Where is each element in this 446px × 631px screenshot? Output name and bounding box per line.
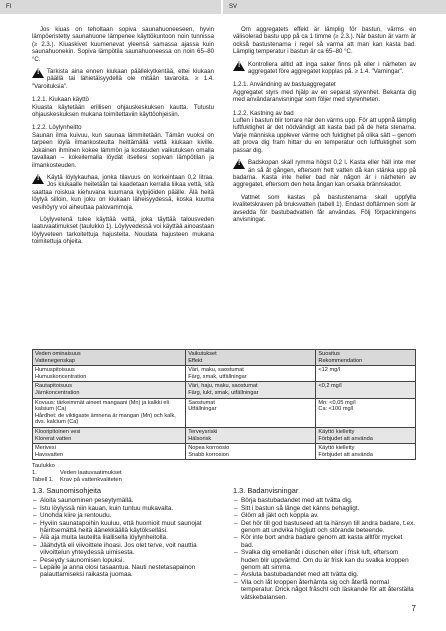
table-cell: Kovuus: tärkeimmät aineet mangaani (Mn) ja kalkki eli kalsium (Ca) Hårdhet: de viktigaste ämnena är mangan (Mn) och kalk, dvs. kalcium (Ca) xyxy=(33,398,186,427)
list-item: – Jäähdytä eli viivoittele ihoasi. Jos olet terve, voit nauttia vilvoittelun yhteydessä uimisesta. xyxy=(40,542,214,557)
list-item: – Svalka dig emellanåt i duschen eller i frisk luft, eftersom huden blir uppvärmd. Om du är frisk kan du svalka kroppen genom att simma. xyxy=(241,549,416,571)
sauna-instructions-fi xyxy=(32,487,214,579)
table-cell: Merivesi Havsvatten xyxy=(33,444,186,460)
warning-icon xyxy=(32,174,44,184)
table-row xyxy=(33,427,416,443)
warning-paragraph: ! Badskopan skall rymma högst 0,2 l. Kasta eller häll inte mer än så åt gången, eftersom hett vatten då kan stänka upp på badarna. Kasta inte heller bad när någon är i närheten av aggregatet, eftersom den heta ångan kan orsaka brännskador. xyxy=(233,159,416,189)
table-header-row xyxy=(33,350,416,366)
list-item: – Unohda kiire ja rentoudu. xyxy=(40,512,214,519)
table-cell: Väri, haju, maku, saostumat Färg, lukt, smak, utfällningar xyxy=(186,382,316,398)
intro-paragraph: Jos kiuas on teholtaan sopiva saunahuoneeseen, hyvin lämpöeristetty saunahuone lämpenee käyttökuntoon noin tunnissa (≥ 2.3.). Kiuaskivet kuumenevat yleensä samassa ajassa kuin saunahuonekin. Sopiva lämpötila saunahuoneessa on noin 65–80 °C. xyxy=(32,26,214,63)
list-item: – Hyviin saunatapoihin kuuluu, että huomioit muut saunojat häiritsemättä heitä äänekkäällä käytökselläsi. xyxy=(40,520,214,535)
list-item: – Peseydy saunomisen lopuksi. xyxy=(40,557,214,564)
table-header-cell: Veden ominaisuus Vattenegenskap xyxy=(33,350,186,366)
water-quality-table xyxy=(32,349,416,460)
table-header-cell: Suositus Rekommendation xyxy=(316,350,416,366)
warning-paragraph: ! Tarkista aina ennen kiukaan päällekytkentää, ettei kiukaan päällä tai lähietäisyydellä ole mitään tavaroita. ≥ 1.4. "Varoituksia". xyxy=(32,68,214,90)
table-cell: Terveysriski Hälsorisk xyxy=(186,427,316,443)
table-cell: Käyttö kielletty Förbjudet att använda xyxy=(316,427,416,443)
sauna-instructions-sv xyxy=(233,487,416,601)
warning-icon xyxy=(32,68,44,78)
swedish-column xyxy=(233,26,416,228)
table-cell: Humuspitoisuus Humuskoncentration xyxy=(33,366,186,382)
list-item: – Älä aja muita lauteilta liiallisella löylynheitolla. xyxy=(40,534,214,541)
warning-paragraph: ! Käytä löylykauhaa, jonka tilavuus on korkeintaan 0,2 litraa. Jos kiukaalle heitetään tai kaadetaan kerralla liikaa vettä, sitä saattaa roiskua kiehuvana kuumana kylpijöiden päälle. Älä heitä löylyä silloin, kun joku on kiukaan läheisyydessä, koska kuuma vesihöyry voi aiheuttaa palovammoja. xyxy=(32,174,214,211)
table-cell: Rautapitoisuus Järnkoncentration xyxy=(33,382,186,398)
list-item: – Det hör till god bastuseed att ta hänsyn till andra badare, t.ex. genom att undvika högljutt och störande beteende. xyxy=(241,520,416,535)
table-cell: <0,2 mg/l xyxy=(316,382,416,398)
language-tab-fi: FI xyxy=(0,0,221,14)
finnish-column xyxy=(32,26,214,251)
instruction-list xyxy=(32,497,214,578)
warning-icon xyxy=(233,61,245,71)
page-number: 7 xyxy=(411,604,416,613)
body-paragraph: Vattnet som kastas på bastustenarna skall uppfylla kvalitetskraven på bruksvatten (tabell 1). Endast doftämnen som är avsedda för bastubadvatten får användas. Följ förpackningens anvisningar. xyxy=(233,193,416,223)
warning-paragraph: ! Kontrollera alltid att inga saker finns på eller i närheten av aggregatet före aggregatet kopplas på. ≥ 1.4. "Varningar". xyxy=(233,61,416,76)
list-item: – Vila och låt kroppen återhämta sig och återfå normal temperatur. Drick något fräscht och läskande för att återställa vätskebalansen. xyxy=(241,579,416,601)
list-item: – Börja bastubadandet med att tvätta dig. xyxy=(241,497,416,504)
table-cell: Väri, maku, saostumat Färg, smak, utfällningar xyxy=(186,366,316,382)
body-paragraph: Kiuasta käytetään erillisen ohjauskeskuksen kautta. Tutustu ohjauskeskuksen mukana toimitettaviin käyttöohjeisiin. xyxy=(32,103,214,119)
section-heading: 1.2.1. Användning av bastuaggregatet xyxy=(233,81,336,89)
body-paragraph: Saunan ilma kuivuu, kun saunaa lämmitetään. Tämän vuoksi on tarpeen löylä ilmankosteutta heittämällä vettä kiukaan kiville. Jokainen ihminen kokee lämmön ja kosteuden vaikutuksen omalla tavallaan – kokeilemalla löydät itsellesi sopivan lämpötilan ja ilmankosteuden. xyxy=(32,131,214,169)
table-header-cell: Vaikutukset Effekt xyxy=(186,350,316,366)
table-cell: Klooripitoinen vesi Klorerat vatten xyxy=(33,427,186,443)
list-item: – Kör inte bort andra badare genom att kasta alltför mycket bad. xyxy=(241,534,416,549)
list-item: – Lepäile ja anna olosi tasaantua. Nauti nestetasapainon palauttamiseksi raikasta juomaa. xyxy=(40,564,214,579)
intro-paragraph: Om aggregatets effekt är lämplig för bastun, värms en välisolerad bastu upp på ca 1 timme (≥ 2.3.). När bastun är varm är också bastustenarna i regel så varma att man kan kasta bad. Lämplig temperatur i bastun är ca 65–80 °C. xyxy=(233,26,416,56)
instruction-list xyxy=(233,497,416,601)
table-cell: Saostumat Utfällningar xyxy=(186,398,316,427)
body-paragraph: Löylyvetenä tulee käyttää vettä, joka täyttää talousveden laatuvaatimukset (taulukko 1). Löylyvedessä voi käyttää ainoastaan löylyveteen tarkoitettuja hajusteita. Noudata hajusteen mukana toimitettuja ohjeita. xyxy=(32,215,214,246)
section-heading: 1.2.2. Kastning av bad xyxy=(233,109,294,117)
body-paragraph: Aggregatet styrs med hjälp av en separat styrenhet. Bekanta dig med användaranvisningar som följer med styrenheten. xyxy=(233,88,416,104)
table-cell: Mn: <0,05 mg/l Ca: <100 mg/l xyxy=(316,398,416,427)
table-row xyxy=(33,398,416,427)
section-heading: 1.2.2. Löylynheitto xyxy=(32,124,82,132)
language-tab-sv: SV xyxy=(223,0,446,14)
list-item: – Sitt i bastun så länge det känns behagligt. xyxy=(241,505,416,512)
body-paragraph: Luften i bastun blir torrare när den värms upp. För att uppnå lämplig luftfuktighet är det nödvändigt att kasta bad på de heta stenarna. Varje människa upplever värme och fuktighet på olika sätt – genom att prova dig fram hittar du en temperatur och luftfuktighet som passar dig. xyxy=(233,117,416,154)
list-item: – Glöm all jäkt och koppla av. xyxy=(241,512,416,519)
table-cell: Nopea korroosio Snabb korrosion xyxy=(186,444,316,460)
warning-icon xyxy=(233,159,245,169)
section-heading: 1.2.1. Kiukaan käyttö xyxy=(32,96,89,104)
table-row xyxy=(33,366,416,382)
list-item: – Avsluta bastubadandet med att tvätta dig. xyxy=(241,571,416,578)
table-cell: <12 mg/l xyxy=(316,366,416,382)
section-title: 1.3. Saunomisohjeita xyxy=(32,486,102,495)
table-row xyxy=(33,444,416,460)
list-item: – Aloita saunominen peseytymällä. xyxy=(40,497,214,504)
section-title: 1.3. Badanvisningar xyxy=(233,486,299,495)
table-cell: Käyttö kielletty Förbjudet att använda xyxy=(316,444,416,460)
table-caption: Taulukko 1. Veden laatuvaatimukset Tabell 1. Krav på vattenkvaliteten xyxy=(32,463,122,483)
list-item: – Istu löylyssä niin kauan, kuin tuntuu mukavalta. xyxy=(40,505,214,512)
table-row xyxy=(33,382,416,398)
